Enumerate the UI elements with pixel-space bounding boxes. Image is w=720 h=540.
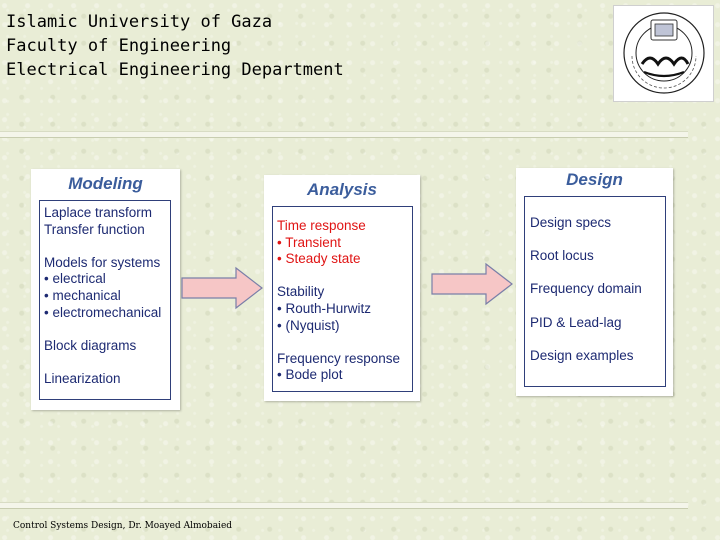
university-name: Islamic University of Gaza	[6, 12, 273, 32]
analysis-item: Stability	[277, 284, 325, 300]
analysis-item: Frequency response	[277, 350, 401, 366]
top-divider	[0, 131, 688, 138]
modeling-item: • electromechanical	[44, 304, 162, 320]
design-title: Design	[566, 170, 623, 189]
modeling-item: • electrical	[44, 271, 106, 287]
analysis-title: Analysis	[307, 180, 377, 199]
design-item: Frequency domain	[530, 281, 642, 297]
modeling-panel	[31, 169, 180, 410]
design-item: Design examples	[530, 347, 634, 363]
university-seal-logo	[613, 5, 714, 102]
analysis-item: • Transient	[277, 234, 342, 250]
right-arrow-icon	[180, 266, 266, 310]
modeling-item: • mechanical	[44, 287, 121, 303]
modeling-title: Modeling	[68, 174, 143, 193]
modeling-item: Block diagrams	[44, 337, 137, 353]
design-item: Design specs	[530, 215, 612, 230]
analysis-item: • Steady state	[277, 251, 361, 267]
right-arrow-icon	[430, 262, 516, 306]
bottom-divider	[0, 502, 688, 509]
analysis-item: • Routh-Hurwitz	[277, 300, 371, 316]
analysis-list	[272, 206, 413, 392]
design-list	[524, 196, 666, 387]
analysis-item: Time response	[277, 218, 366, 233]
seal-icon	[614, 6, 713, 101]
analysis-item: • Bode plot	[277, 367, 343, 383]
modeling-item: Models for systems	[44, 254, 161, 270]
modeling-item: Linearization	[44, 370, 121, 386]
modeling-item: Laplace transform	[44, 205, 153, 220]
design-panel	[516, 168, 673, 396]
modeling-list	[39, 200, 171, 400]
footer-credit: Control Systems Design, Dr. Moayed Almobaied	[13, 521, 233, 531]
design-item: Root locus	[530, 248, 594, 264]
analysis-panel	[264, 175, 420, 401]
analysis-item: • (Nyquist)	[277, 317, 340, 333]
department-name: Electrical Engineering Department	[6, 60, 344, 80]
slide-header	[6, 10, 344, 82]
design-item: PID & Lead-lag	[530, 314, 622, 330]
modeling-item: Transfer function	[44, 221, 145, 237]
faculty-name: Faculty of Engineering	[6, 36, 232, 56]
